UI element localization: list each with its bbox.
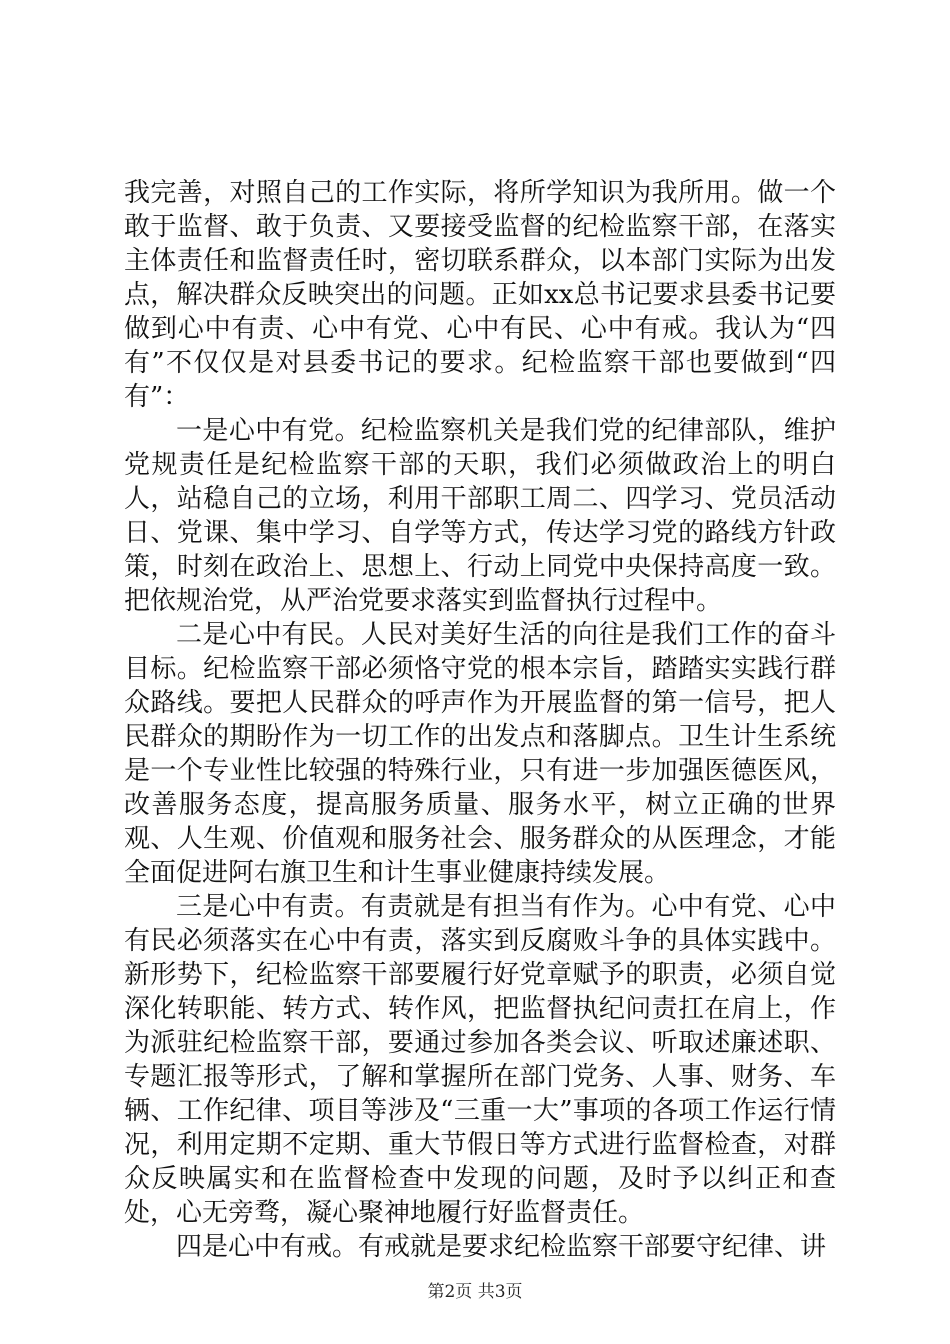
paragraph-heart-people: 二是心中有民。人民对美好生活的向往是我们工作的奋斗目标。纪检监察干部必须恪守党的根本宗旨，踏踏实实践行群众路线。要把人民群众的呼声作为开展监督的第一信号，把人民群众的期盼作为一切工作的出发点和落脚点。卫生计生系统是一个专业性比较强的特殊行业，只有进一步加强医德医风，改善服务态度，提高服务质量、服务水平，树立正确的世界观、人生观、价值观和服务社会、服务群众的从医理念，才能全面促进阿右旗卫生和计生事业健康持续发展。 [124,620,836,888]
paragraph-heart-responsibility: 三是心中有责。有责就是有担当有作为。心中有党、心中有民必须落实在心中有责，落实到反腐败斗争的具体实践中。新形势下，纪检监察干部要履行好党章赋予的职责，必须自觉深化转职能、转方式、转作风，把监督执纪问责扛在肩上，作为派驻纪检监察干部，要通过参加各类会议、听取述廉述职、专题汇报等形式，了解和掌握所在部门党务、人事、财务、车辆、工作纪律、项目等涉及“三重一大”事项的各项工作运行情况，利用定期不定期、重大节假日等方式进行监督检查，对群众反映属实和在监督检查中发现的问题，及时予以纠正和查处，心无旁骛，凝心聚神地履行好监督责任。 [124,892,836,1228]
page-number-footer: 第2页 共3页 [427,1282,523,1302]
document-body [124,176,836,1264]
paragraph-heart-party: 一是心中有党。纪检监察机关是我们党的纪律部队，维护党规责任是纪检监察干部的天职，我们必须做政治上的明白人，站稳自己的立场，利用干部职工周二、四学习、党员活动日、党课、集中学习、自学等方式，传达学习党的路线方针政策，时刻在政治上、思想上、行动上同党中央保持高度一致。把依规治党，从严治党要求落实到监督执行过程中。 [124,416,836,616]
paragraph-heart-discipline: 四是心中有戒。有戒就是要求纪检监察干部要守纪律、讲 [176,1232,827,1262]
paragraph-continuation: 我完善，对照自己的工作实际，将所学知识为我所用。做一个敢于监督、敢于负责、又要接受监督的纪检监察干部，在落实主体责任和监督责任时，密切联系群众，以本部门实际为出发点，解决群众反映突出的问题。正如xx总书记要求县委书记要做到心中有责、心中有党、心中有民、心中有戒。我认为“四有”不仅仅是对县委书记的要求。纪检监察干部也要做到“四有”： [124,178,836,412]
